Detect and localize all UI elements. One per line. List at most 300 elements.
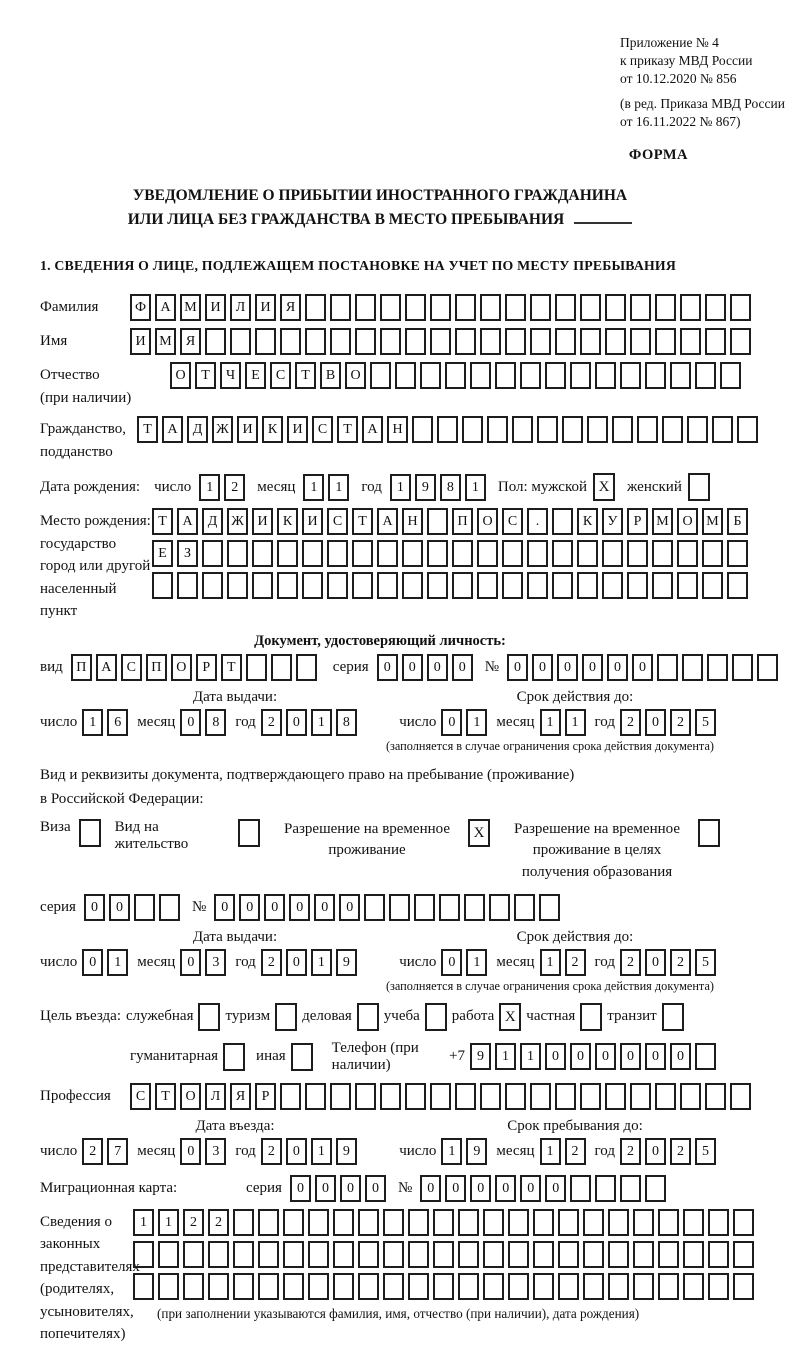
- phone-label: Телефон (при наличии): [331, 1039, 419, 1073]
- tourism-checkbox: [275, 1003, 297, 1031]
- char-cell: [570, 362, 591, 389]
- char-cell: [202, 540, 223, 567]
- char-cell: 5: [695, 949, 716, 976]
- char-cell: 0: [470, 1175, 491, 1202]
- visa-option: [40, 819, 101, 847]
- char-cell: 0: [377, 654, 398, 681]
- firstname-field: [40, 328, 720, 355]
- char-cell: [708, 1209, 729, 1236]
- char-cell: А: [162, 416, 183, 443]
- valid-day-cells: [441, 709, 491, 736]
- res-issue-day-cells: [82, 949, 132, 976]
- char-cell: 7: [107, 1138, 128, 1165]
- residence-number-cells: [214, 894, 564, 921]
- char-cell: О: [170, 362, 191, 389]
- char-cell: 0: [645, 949, 666, 976]
- profession-label: Профессия: [40, 1087, 111, 1104]
- revision-line: (в ред. Приказа МВД России: [620, 95, 785, 111]
- char-cell: Т: [137, 416, 158, 443]
- doc-series-label: серия: [332, 658, 369, 675]
- section-1-heading: 1. СВЕДЕНИЯ О ЛИЦЕ, ПОДЛЕЖАЩЕМ ПОСТАНОВКЕ НА УЧЕТ ПО МЕСТУ ПРЕБЫВАНИЯ: [40, 258, 677, 274]
- char-cell: [705, 1083, 726, 1110]
- char-cell: [558, 1273, 579, 1300]
- char-cell: [183, 1241, 204, 1268]
- char-cell: С: [270, 362, 291, 389]
- migration-series-cells: [290, 1175, 390, 1202]
- passport-valid-date: [399, 709, 720, 736]
- birthplace-label-city: город или другой: [40, 558, 151, 575]
- char-cell: [608, 1209, 629, 1236]
- char-cell: 0: [520, 1175, 541, 1202]
- char-cell: 0: [365, 1175, 386, 1202]
- visa-checkbox: [79, 819, 101, 847]
- char-cell: [277, 540, 298, 567]
- char-cell: В: [320, 362, 341, 389]
- humanitarian-checkbox: [223, 1043, 245, 1071]
- res-valid-year-cells: [620, 949, 720, 976]
- char-cell: [355, 294, 376, 321]
- day-label: число: [40, 1142, 78, 1159]
- char-cell: [158, 1241, 179, 1268]
- residence-permit-label: Вид на жительство: [114, 818, 189, 852]
- char-cell: [333, 1241, 354, 1268]
- doc-kind-label: вид: [40, 658, 63, 675]
- birthplace-label: Место рождения:: [40, 513, 151, 530]
- char-cell: [552, 508, 573, 535]
- day-label: число: [154, 478, 192, 495]
- char-cell: [405, 1083, 426, 1110]
- char-cell: [702, 572, 723, 599]
- char-cell: С: [130, 1083, 151, 1110]
- char-cell: 0: [314, 894, 335, 921]
- char-cell: 5: [695, 1138, 716, 1165]
- char-cell: [520, 362, 541, 389]
- temp-residence-edu-label-1: Разрешение на временное: [514, 820, 680, 837]
- issue-day-cells: [82, 709, 132, 736]
- char-cell: П: [452, 508, 473, 535]
- char-cell: [402, 540, 423, 567]
- residence-valid-date: [399, 949, 720, 976]
- temp-residence-edu-checkbox: [698, 819, 720, 847]
- char-cell: [302, 572, 323, 599]
- char-cell: [277, 572, 298, 599]
- char-cell: [552, 572, 573, 599]
- char-cell: 1: [466, 709, 487, 736]
- char-cell: 0: [507, 654, 528, 681]
- res-issue-year-cells: [261, 949, 361, 976]
- work-checkbox: X: [499, 1003, 521, 1031]
- char-cell: [677, 572, 698, 599]
- char-cell: 0: [289, 894, 310, 921]
- appendix-block: [620, 34, 785, 131]
- char-cell: [402, 572, 423, 599]
- char-cell: К: [262, 416, 283, 443]
- migration-number-label: №: [397, 1179, 413, 1196]
- migration-number-cells: [420, 1175, 670, 1202]
- residence-issue-heading: Дата выдачи:: [192, 928, 278, 945]
- char-cell: [470, 362, 491, 389]
- char-cell: [733, 1241, 754, 1268]
- char-cell: [480, 1083, 501, 1110]
- res-valid-month-cells: [540, 949, 590, 976]
- char-cell: [433, 1241, 454, 1268]
- char-cell: Т: [195, 362, 216, 389]
- char-cell: [283, 1209, 304, 1236]
- page-title: [40, 184, 720, 232]
- char-cell: 2: [620, 1138, 641, 1165]
- char-cell: И: [205, 294, 226, 321]
- representatives-label-4: (родителях,: [40, 1281, 115, 1298]
- char-cell: [608, 1273, 629, 1300]
- char-cell: [252, 572, 273, 599]
- purpose-study-label: учеба: [383, 1008, 420, 1025]
- char-cell: [377, 540, 398, 567]
- char-cell: Р: [627, 508, 648, 535]
- year-label: год: [361, 478, 382, 495]
- char-cell: [464, 894, 485, 921]
- char-cell: 1: [495, 1043, 516, 1070]
- char-cell: 0: [645, 1043, 666, 1070]
- char-cell: [227, 540, 248, 567]
- phone-prefix: +7: [449, 1048, 465, 1065]
- char-cell: [627, 572, 648, 599]
- issue-month-cells: [180, 709, 230, 736]
- char-cell: 0: [441, 709, 462, 736]
- char-cell: И: [287, 416, 308, 443]
- char-cell: [570, 1175, 591, 1202]
- validity-caption: (заполняется в случае ограничения срока действия документа): [385, 738, 714, 753]
- char-cell: [152, 572, 173, 599]
- char-cell: С: [502, 508, 523, 535]
- char-cell: 0: [420, 1175, 441, 1202]
- firstname-cells: [130, 328, 755, 355]
- char-cell: [512, 416, 533, 443]
- char-cell: [427, 572, 448, 599]
- char-cell: 1: [465, 474, 486, 501]
- char-cell: 0: [632, 654, 653, 681]
- char-cell: 0: [645, 709, 666, 736]
- char-cell: [605, 328, 626, 355]
- sex-female-label: женский: [627, 478, 682, 495]
- purpose-tourism-label: туризм: [225, 1008, 271, 1025]
- char-cell: 0: [214, 894, 235, 921]
- residence-issue-date: [40, 949, 399, 976]
- char-cell: [305, 294, 326, 321]
- representatives-field: [40, 1209, 720, 1346]
- char-cell: 0: [445, 1175, 466, 1202]
- char-cell: [655, 328, 676, 355]
- char-cell: С: [327, 508, 348, 535]
- char-cell: М: [180, 294, 201, 321]
- char-cell: [708, 1273, 729, 1300]
- entry-date: [40, 1138, 399, 1165]
- char-cell: [452, 540, 473, 567]
- char-cell: [233, 1273, 254, 1300]
- char-cell: [208, 1273, 229, 1300]
- char-cell: [580, 294, 601, 321]
- male-checkbox: X: [593, 473, 615, 501]
- char-cell: [380, 1083, 401, 1110]
- char-cell: 8: [440, 474, 461, 501]
- char-cell: 1: [311, 709, 332, 736]
- char-cell: Ч: [220, 362, 241, 389]
- doc-number-label: №: [484, 658, 499, 675]
- char-cell: [458, 1209, 479, 1236]
- char-cell: 2: [224, 474, 245, 501]
- char-cell: 0: [315, 1175, 336, 1202]
- char-cell: Ф: [130, 294, 151, 321]
- char-cell: [208, 1241, 229, 1268]
- char-cell: К: [577, 508, 598, 535]
- char-cell: [708, 1241, 729, 1268]
- char-cell: 8: [336, 709, 357, 736]
- char-cell: [545, 362, 566, 389]
- char-cell: 0: [495, 1175, 516, 1202]
- char-cell: [683, 1241, 704, 1268]
- char-cell: Л: [230, 294, 251, 321]
- char-cell: [680, 1083, 701, 1110]
- char-cell: [680, 328, 701, 355]
- char-cell: 2: [670, 709, 691, 736]
- residence-doc-line1: Вид и реквизиты документа, подтверждающего право на пребывание (проживание): [40, 766, 575, 783]
- char-cell: [562, 416, 583, 443]
- char-cell: [258, 1273, 279, 1300]
- char-cell: [505, 328, 526, 355]
- char-cell: 0: [109, 894, 130, 921]
- identity-doc-field: [40, 654, 720, 681]
- day-label: число: [399, 1142, 437, 1159]
- char-cell: Т: [337, 416, 358, 443]
- visit-purpose-field: [40, 1003, 720, 1031]
- char-cell: [477, 572, 498, 599]
- char-cell: 0: [557, 654, 578, 681]
- char-cell: 1: [107, 949, 128, 976]
- char-cell: [158, 1273, 179, 1300]
- patronymic-note: (при наличии): [40, 389, 132, 406]
- birthplace-field: [40, 508, 742, 623]
- char-cell: 0: [532, 654, 553, 681]
- char-cell: [580, 328, 601, 355]
- passport-issue-date: [40, 709, 399, 736]
- char-cell: И: [237, 416, 258, 443]
- char-cell: О: [477, 508, 498, 535]
- char-cell: [533, 1273, 554, 1300]
- char-cell: [555, 1083, 576, 1110]
- char-cell: 2: [670, 949, 691, 976]
- valid-year-cells: [620, 709, 720, 736]
- char-cell: [508, 1273, 529, 1300]
- char-cell: [558, 1241, 579, 1268]
- female-checkbox: [688, 473, 710, 501]
- form-label: ФОРМА: [628, 147, 688, 164]
- year-label: год: [594, 1142, 615, 1159]
- char-cell: [677, 540, 698, 567]
- surname-label: Фамилия: [40, 299, 99, 316]
- char-cell: [455, 294, 476, 321]
- char-cell: [452, 572, 473, 599]
- char-cell: [258, 1209, 279, 1236]
- char-cell: [230, 328, 251, 355]
- char-cell: [730, 1083, 751, 1110]
- passport-valid-heading: Срок действия до:: [516, 688, 634, 705]
- char-cell: [308, 1209, 329, 1236]
- char-cell: [505, 1083, 526, 1110]
- char-cell: [280, 328, 301, 355]
- residence-doc-options: [40, 819, 720, 884]
- citizenship-label: Гражданство,: [40, 421, 127, 438]
- char-cell: [680, 294, 701, 321]
- char-cell: 0: [670, 1043, 691, 1070]
- char-cell: М: [652, 508, 673, 535]
- char-cell: [364, 894, 385, 921]
- month-label: месяц: [496, 713, 535, 730]
- char-cell: [620, 1175, 641, 1202]
- char-cell: [705, 328, 726, 355]
- char-cell: 1: [303, 474, 324, 501]
- char-cell: [358, 1273, 379, 1300]
- char-cell: 2: [261, 709, 282, 736]
- issue-year-cells: [261, 709, 361, 736]
- char-cell: [730, 328, 751, 355]
- char-cell: Д: [187, 416, 208, 443]
- char-cell: [637, 416, 658, 443]
- char-cell: Р: [255, 1083, 276, 1110]
- char-cell: [630, 294, 651, 321]
- char-cell: [455, 328, 476, 355]
- char-cell: 2: [261, 1138, 282, 1165]
- char-cell: [630, 328, 651, 355]
- char-cell: [414, 894, 435, 921]
- char-cell: 0: [452, 654, 473, 681]
- char-cell: Л: [205, 1083, 226, 1110]
- char-cell: М: [702, 508, 723, 535]
- char-cell: [383, 1209, 404, 1236]
- migration-card-label: Миграционная карта:: [40, 1179, 178, 1196]
- char-cell: [302, 540, 323, 567]
- char-cell: [630, 1083, 651, 1110]
- month-label: месяц: [137, 953, 176, 970]
- char-cell: [608, 1241, 629, 1268]
- char-cell: [296, 654, 317, 681]
- char-cell: [408, 1209, 429, 1236]
- char-cell: О: [345, 362, 366, 389]
- char-cell: И: [302, 508, 323, 535]
- phone-field: [130, 1040, 720, 1074]
- char-cell: А: [377, 508, 398, 535]
- char-cell: [687, 416, 708, 443]
- char-cell: [633, 1241, 654, 1268]
- char-cell: [733, 1273, 754, 1300]
- validity-caption: (заполняется в случае ограничения срока действия документа): [385, 978, 714, 993]
- char-cell: О: [180, 1083, 201, 1110]
- char-cell: [202, 572, 223, 599]
- char-cell: 0: [620, 1043, 641, 1070]
- char-cell: [255, 328, 276, 355]
- char-cell: [527, 572, 548, 599]
- citizenship-field: [40, 416, 720, 463]
- entry-day-cells: [82, 1138, 132, 1165]
- char-cell: [433, 1273, 454, 1300]
- profession-cells: [130, 1083, 755, 1110]
- char-cell: 3: [205, 949, 226, 976]
- char-cell: [333, 1273, 354, 1300]
- char-cell: 0: [180, 709, 201, 736]
- char-cell: [483, 1209, 504, 1236]
- char-cell: [533, 1209, 554, 1236]
- char-cell: [645, 1175, 666, 1202]
- char-cell: Ж: [227, 508, 248, 535]
- doc-kind-cells: [71, 654, 321, 681]
- char-cell: [133, 1273, 154, 1300]
- char-cell: [602, 572, 623, 599]
- char-cell: А: [155, 294, 176, 321]
- char-cell: [530, 294, 551, 321]
- char-cell: [377, 572, 398, 599]
- revision-line: от 16.11.2022 № 867): [620, 113, 741, 129]
- representatives-label-1: Сведения о: [40, 1213, 112, 1230]
- month-label: месяц: [496, 953, 535, 970]
- birth-month-cells: [303, 474, 353, 501]
- char-cell: П: [146, 654, 167, 681]
- char-cell: [502, 540, 523, 567]
- char-cell: [583, 1241, 604, 1268]
- char-cell: [527, 540, 548, 567]
- temp-residence-label-2: проживание: [328, 842, 406, 859]
- char-cell: 0: [595, 1043, 616, 1070]
- char-cell: 1: [540, 949, 561, 976]
- char-cell: [683, 1209, 704, 1236]
- char-cell: Е: [152, 540, 173, 567]
- char-cell: [455, 1083, 476, 1110]
- char-cell: [555, 294, 576, 321]
- char-cell: [358, 1241, 379, 1268]
- char-cell: Т: [221, 654, 242, 681]
- residence-doc-line2: в Российской Федерации:: [40, 791, 204, 808]
- day-label: число: [40, 713, 78, 730]
- char-cell: [352, 572, 373, 599]
- appendix-line: от 10.12.2020 № 856: [620, 71, 737, 87]
- month-label: месяц: [257, 478, 296, 495]
- char-cell: 1: [441, 1138, 462, 1165]
- char-cell: [408, 1273, 429, 1300]
- char-cell: [612, 416, 633, 443]
- char-cell: 8: [205, 709, 226, 736]
- char-cell: [605, 294, 626, 321]
- char-cell: 0: [570, 1043, 591, 1070]
- residence-permit-option: [115, 819, 260, 853]
- patronymic-cells: [170, 362, 745, 389]
- char-cell: [652, 572, 673, 599]
- char-cell: [458, 1241, 479, 1268]
- char-cell: Н: [402, 508, 423, 535]
- patronymic-field: [40, 362, 720, 409]
- char-cell: [330, 1083, 351, 1110]
- residence-permit-checkbox: [238, 819, 260, 847]
- other-checkbox: [291, 1043, 313, 1071]
- char-cell: [395, 362, 416, 389]
- purpose-private-label: частная: [526, 1008, 576, 1025]
- char-cell: [633, 1209, 654, 1236]
- char-cell: [502, 572, 523, 599]
- char-cell: 1: [82, 709, 103, 736]
- char-cell: [430, 1083, 451, 1110]
- temp-residence-checkbox: X: [468, 819, 490, 847]
- stay-until-heading: Срок пребывания до:: [507, 1117, 643, 1134]
- char-cell: 2: [208, 1209, 229, 1236]
- char-cell: [358, 1209, 379, 1236]
- passport-issue-heading: Дата выдачи:: [192, 688, 278, 705]
- char-cell: 1: [311, 949, 332, 976]
